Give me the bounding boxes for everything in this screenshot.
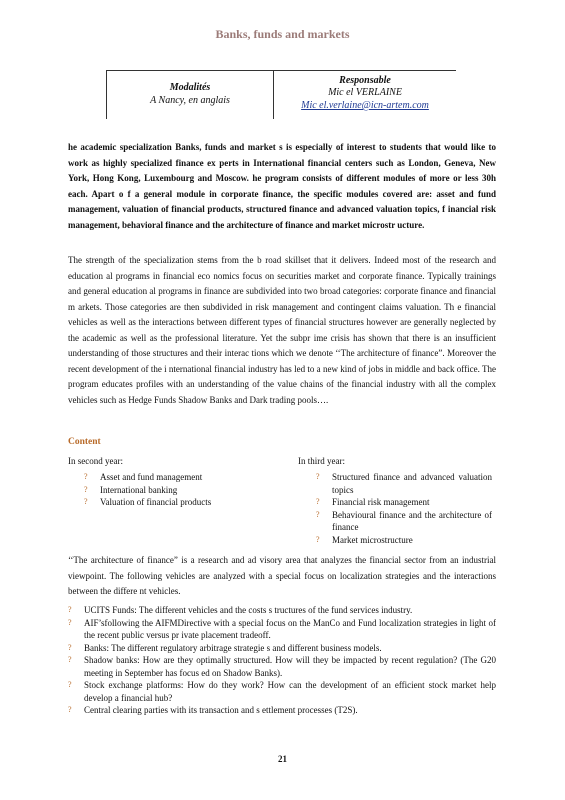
strength-paragraph: The strength of the specialization stems from the b road skillset that it delivers. Indeed most of the research and education al programs in financial eco nomics focus on securities market and corporate finance. Typically trainings and general education al programs in finance are subdivided into two broad categories: corporate finance and financial m arkets. Those categories are then subdivided in risk management and contingent claims valuation. Th e financial vehicles as well as the interactions between different types of financial structures however are generally neglected by the academic as well as the professional literature. Yet the subpr ime crisis has shown that there is an insufficient understanding of those structures and their interac tions which we denote ‘‘The architecture of finance”. Moreover the recent development of the i nternational financial industry has led to a new kind of jobs in middle and back office. The program educates profiles with an understanding of the value chains of the financial industry with all the complex vehicles such as Hedge Funds Shadow Banks and Dark trading pools…. (68, 255, 496, 405)
bullet-icon: ? (84, 484, 88, 494)
list-item-text: Asset and fund management (100, 472, 203, 482)
second-year-list (84, 471, 284, 509)
bullet-icon: ? (68, 617, 72, 627)
list-item-text: International banking (100, 484, 178, 495)
list-item (68, 679, 496, 704)
list-item-text: Central clearing parties with its transaction and s ettlement processes (T2S). (84, 705, 358, 715)
list-item (84, 484, 284, 497)
bullet-icon: ? (68, 642, 72, 652)
third-year-list (316, 471, 492, 546)
list-item-text: Market microstructure (332, 534, 413, 545)
bullet-icon: ? (68, 605, 72, 614)
list-item (316, 534, 492, 547)
responsable-label: Responsable (339, 75, 391, 86)
modalites-table (106, 70, 456, 119)
bullet-icon: ? (316, 509, 320, 519)
list-item-text: Valuation of financial products (100, 497, 212, 507)
list-item-text: Shadow banks: How are they optimally structured. How will they be impacted by recent regulation? (The G20 meeting in September has focus ed on Shadow Banks). (84, 655, 496, 678)
list-item (68, 617, 496, 642)
modalites-value: A Nancy, en anglais (150, 95, 230, 106)
list-item (316, 496, 492, 509)
list-item (84, 471, 284, 484)
responsable-email-link[interactable]: Mic el.verlaine@icn-artem.com (301, 100, 429, 111)
content-heading: Content (68, 437, 101, 447)
list-item-text: Structured finance and advanced valuation topics (332, 472, 492, 495)
list-item-text: Stock exchange platforms: How do they work? How can the development of an efficient stock market help develop a financial hub? (84, 680, 496, 703)
list-item (316, 509, 492, 534)
bullet-icon: ? (84, 472, 88, 481)
bullet-icon: ? (84, 497, 88, 506)
bullet-icon: ? (68, 680, 72, 689)
bullet-icon: ? (316, 534, 320, 544)
list-item (84, 496, 284, 509)
responsable-name: Mic el VERLAINE (328, 87, 402, 98)
list-item-text: Financial risk management (332, 497, 430, 507)
bullet-icon: ? (316, 472, 320, 481)
page-title: Banks, funds and markets (215, 27, 350, 41)
list-item (68, 604, 496, 617)
responsable-cell (274, 71, 456, 119)
bullet-icon: ? (68, 705, 72, 714)
list-item-text: Banks: The different regulatory arbitrage strategie s and different business models. (84, 642, 382, 653)
list-item-text: Behavioural finance and the architecture of finance (332, 509, 492, 532)
page-number: 21 (278, 754, 287, 764)
list-item (68, 704, 496, 717)
modalites-label: Modalités (169, 82, 211, 93)
second-year-heading: In second year: (68, 456, 123, 466)
third-year-heading: In third year: (298, 456, 345, 466)
list-item (316, 471, 492, 496)
intro-paragraph: he academic specialization Banks, funds and market s is especially of interest to students that would like to work as highly specialized finance ex perts in International financial centers such as London, Geneva, New York, Hong Kong, Luxembourg and Moscow. he program consists of different modules of more or less 30h each. Apart o f a general module in corporate finance, the specific modules covered are: asset and fund management, valuation of financial products, structured finance and advanced valuation topics, f inancial risk management, behavioral finance and the architecture of finance and market microstr ucture. (68, 142, 496, 230)
list-item-text: AIF’sfollowing the AIFMDirective with a special focus on the ManCo and Fund localization strategies in light of the recent public versus pr ivate placement tradeoff. (84, 617, 496, 640)
vehicles-list (68, 604, 496, 717)
modalites-cell (107, 71, 274, 119)
list-item-text: UCITS Funds: The different vehicles and the costs s tructures of the fund services industry. (84, 605, 413, 615)
architecture-paragraph: ‘‘The architecture of finance” is a research and ad visory area that analyzes the financial sector from an industrial viewpoint. The following vehicles are analyzed with a special focus on localization strategies and the interactions between the differe nt vehicles. (68, 555, 496, 596)
list-item (68, 654, 496, 679)
bullet-icon: ? (316, 497, 320, 506)
bullet-icon: ? (68, 655, 72, 664)
list-item (68, 642, 496, 655)
